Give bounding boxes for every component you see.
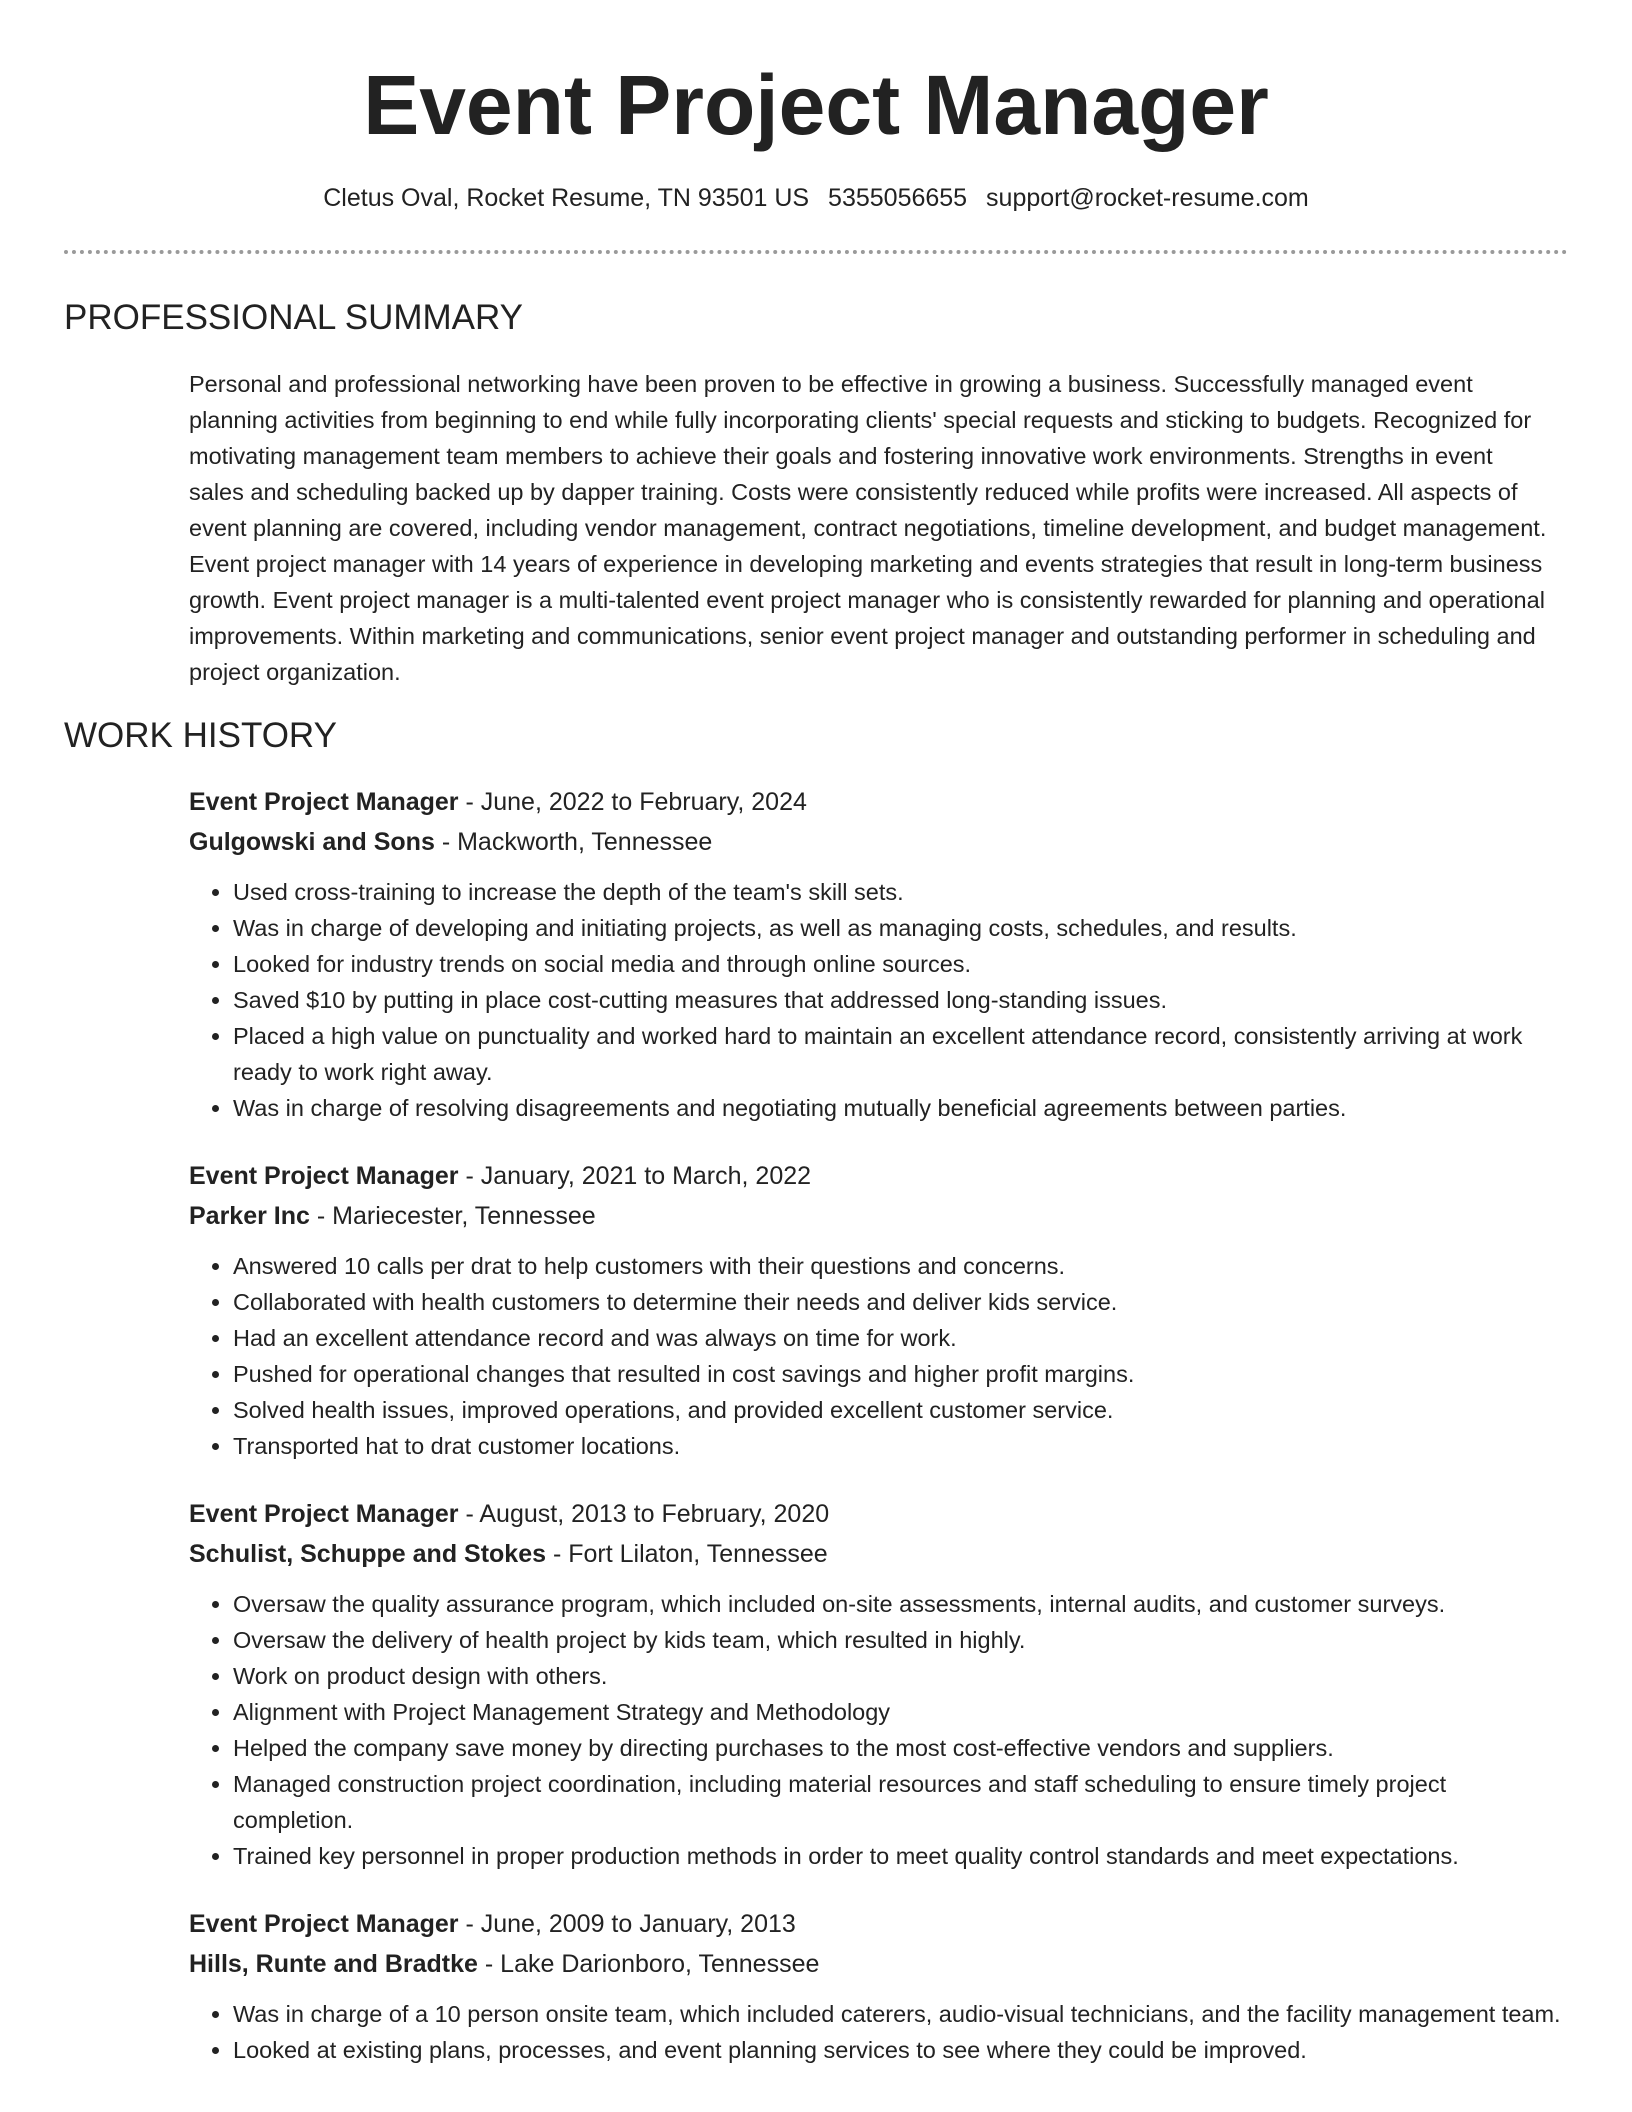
job-entry (189, 1156, 1569, 1464)
job-company: Schulist, Schuppe and Stokes (189, 1540, 547, 1568)
job-role: Event Project Manager (189, 1910, 459, 1938)
job-bullets (189, 874, 1569, 1126)
job-bullet: • Was in charge of a 10 person onsite team, which included caterers, audio-visual technicians, and the facility management team. (233, 1996, 1569, 2032)
job-bullet: • Pushed for operational changes that resulted in cost savings and higher profit margins. (233, 1356, 1569, 1392)
job-company: Gulgowski and Sons (189, 828, 435, 856)
job-title-line (189, 1156, 1569, 1196)
job-bullet: • Was in charge of resolving disagreements and negotiating mutually beneficial agreements between parties. (233, 1090, 1569, 1126)
job-company-line (189, 822, 1569, 862)
job-bullet: • Work on product design with others. (233, 1658, 1569, 1694)
job-bullet: • Answered 10 calls per drat to help customers with their questions and concerns. (233, 1248, 1569, 1284)
job-bullet: • Transported hat to drat customer locations. (233, 1428, 1569, 1464)
job-bullet: • Looked at existing plans, processes, and event planning services to see where they could be improved. (233, 2032, 1569, 2068)
job-bullet: • Saved $10 by putting in place cost-cutting measures that addressed long-standing issues. (233, 982, 1569, 1018)
job-company-line (189, 1534, 1569, 1574)
job-bullet: • Helped the company save money by directing purchases to the most cost-effective vendors and suppliers. (233, 1730, 1569, 1766)
job-bullet: • Oversaw the delivery of health project by kids team, which resulted in highly. (233, 1622, 1569, 1658)
job-bullets (189, 1586, 1569, 1874)
contact-email: support@rocket-resume.com (986, 184, 1309, 212)
job-bullet: • Solved health issues, improved operations, and provided excellent customer service. (233, 1392, 1569, 1428)
job-bullet: • Was in charge of developing and initiating projects, as well as managing costs, schedules, and results. (233, 910, 1569, 946)
contact-line (0, 181, 1632, 215)
job-bullet: • Alignment with Project Management Strategy and Methodology (233, 1694, 1569, 1730)
job-bullet: • Used cross-training to increase the depth of the team's skill sets. (233, 874, 1569, 910)
job-title-line (189, 1494, 1569, 1534)
job-dates: - June, 2022 to February, 2024 (458, 788, 807, 816)
professional-summary-text: Personal and professional networking have been proven to be effective in growing a business. Successfully managed event planning activities from beginning to end while fully incorporating clients' special requests and sticking to budgets. Recognized for motivating management team members to achieve their goals and fostering innovative work environments. Strengths in event sales and scheduling backed up by dapper training. Costs were consistently reduced while profits were increased. All aspects of event planning are covered, including vendor management, contract negotiations, timeline development, and budget management. Event project manager with 14 years of experience in developing marketing and events strategies that result in long-term business growth. Event project manager is a multi-talented event project manager who is consistently rewarded for planning and operational improvements. Within marketing and communications, senior event project manager and outstanding performer in scheduling and project organization. (189, 371, 1547, 685)
job-bullet: • Placed a high value on punctuality and worked hard to maintain an excellent attendance record, consistently arriving at work ready to work right away. (233, 1018, 1569, 1090)
contact-address: Cletus Oval, Rocket Resume, TN 93501 US (323, 184, 810, 212)
job-dates: - January, 2021 to March, 2022 (458, 1162, 812, 1190)
work-history-list (189, 782, 1569, 2098)
job-bullets (189, 1996, 1569, 2068)
job-company: Hills, Runte and Bradtke (189, 1950, 478, 1978)
job-bullet: • Looked for industry trends on social media and through online sources. (233, 946, 1569, 982)
job-entry (189, 782, 1569, 1126)
job-company-line (189, 1944, 1569, 1984)
header-divider (64, 250, 1568, 254)
job-location: - Mariecester, Tennessee (309, 1202, 596, 1230)
job-role: Event Project Manager (189, 788, 459, 816)
job-company-line (189, 1196, 1569, 1236)
job-dates: - June, 2009 to January, 2013 (458, 1910, 796, 1938)
resume-header (0, 0, 1632, 215)
job-company: Parker Inc (189, 1202, 310, 1230)
job-dates: - August, 2013 to February, 2020 (458, 1500, 830, 1528)
job-role: Event Project Manager (189, 1500, 459, 1528)
job-location: - Mackworth, Tennessee (434, 828, 713, 856)
section-title-professional-summary: PROFESSIONAL SUMMARY (64, 298, 523, 337)
job-bullet: • Managed construction project coordination, including material resources and staff scheduling to ensure timely project completion. (233, 1766, 1569, 1838)
job-role: Event Project Manager (189, 1162, 459, 1190)
job-location: - Fort Lilaton, Tennessee (546, 1540, 828, 1568)
job-location: - Lake Darionboro, Tennessee (477, 1950, 820, 1978)
job-bullet: • Oversaw the quality assurance program, which included on-site assessments, internal audits, and customer surveys. (233, 1586, 1569, 1622)
job-bullet: • Trained key personnel in proper production methods in order to meet quality control standards and meet expectations. (233, 1838, 1569, 1874)
job-title-line (189, 1904, 1569, 1944)
job-bullets (189, 1248, 1569, 1464)
job-entry (189, 1494, 1569, 1874)
contact-phone: 5355056655 (828, 184, 968, 212)
job-bullet: • Collaborated with health customers to determine their needs and deliver kids service. (233, 1284, 1569, 1320)
job-bullet: • Had an excellent attendance record and was always on time for work. (233, 1320, 1569, 1356)
candidate-name: Event Project Manager (363, 58, 1269, 152)
job-entry (189, 1904, 1569, 2068)
section-title-work-history: WORK HISTORY (64, 716, 337, 755)
job-title-line (189, 782, 1569, 822)
